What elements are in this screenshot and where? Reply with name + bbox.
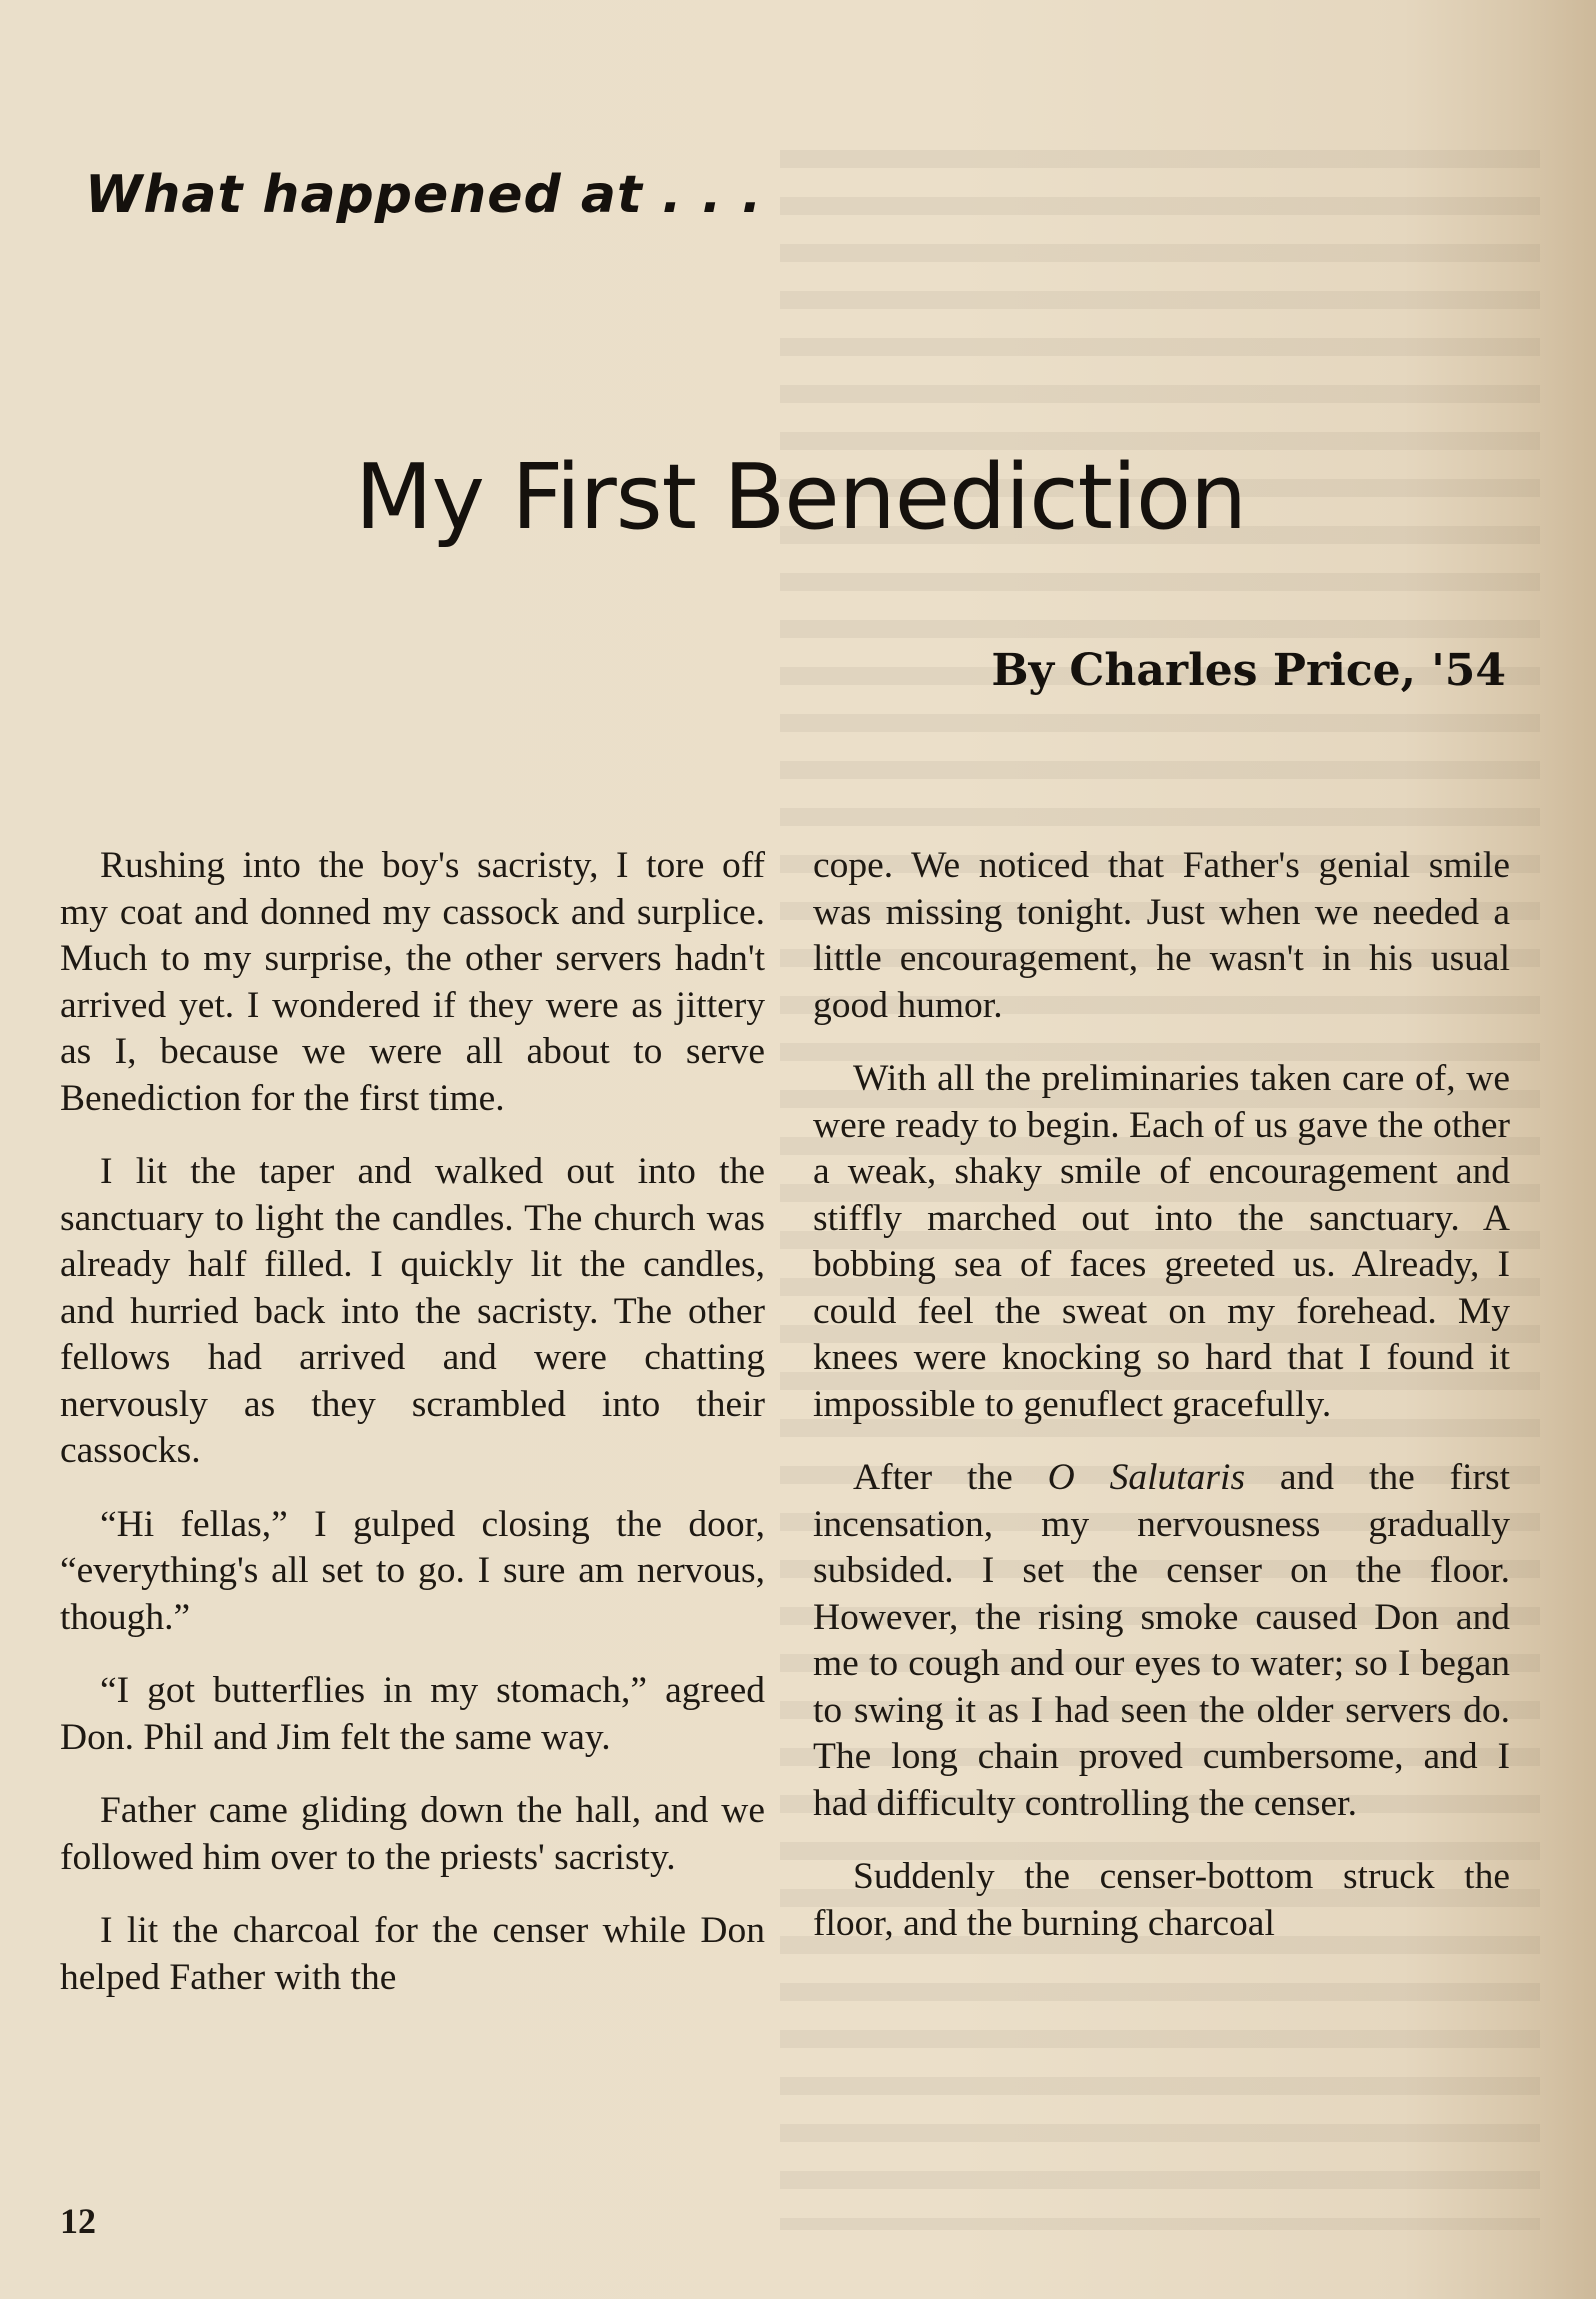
paragraph: I lit the taper and walked out into the sanctuary to light the candles. The church was already half filled. I quickly lit the candles, and hurried back into the sacristy. The other fellows had arrived and were chatting nervously as they scrambled into their cassocks. [60,1151,765,1471]
paragraph: Father came gliding down the hall, and we followed him over to the priests' sacristy. [60,1790,765,1878]
text-run: and the first incensation, my nervousness gradually subsided. I set the censer on the floor. However, the rising smoke caused Don and me to cough and our eyes to water; so I began to swing it as I had seen the older servers do. The long chain proved cumbersome, and I had difficulty controlling the censer. [813,1457,1510,1824]
paragraph: With all the preliminaries taken care of, we were ready to begin. Each of us gave the other a weak, shaky smile of encouragement and stiffly marched out into the sanctuary. A bobbing sea of faces greeted us. Already, I could feel the sweat on my forehead. My knees were knocking so hard that I found it impossible to genuflect gracefully. [813,1058,1510,1425]
right-column [813,843,1510,1947]
paragraph: I lit the charcoal for the censer while Don helped Father with the [60,1910,765,1998]
hymn-title: O Salutaris [1047,1457,1246,1498]
paragraph: Suddenly the censer-bottom struck the floor, and the burning charcoal [813,1856,1510,1944]
page-number: 12 [60,2201,96,2241]
kicker-heading: What happened at . . . [85,165,763,225]
article-title: My First Benediction [355,445,1247,551]
paragraph: “Hi fellas,” I gulped closing the door, “everything's all set to go. I sure am nervous, though.” [60,1503,765,1638]
text-run: After the [853,1457,1048,1498]
left-column [60,843,765,2001]
byline: By Charles Price, '54 [991,645,1506,696]
paragraph-continuation: cope. We noticed that Father's genial smile was missing tonight. Just when we needed a little encouragement, he wasn't in his usual good humor. [813,845,1510,1026]
paragraph: “I got butterflies in my stomach,” agreed Don. Phil and Jim felt the same way. [60,1670,765,1758]
paragraph [813,1455,1510,1827]
paragraph: Rushing into the boy's sacristy, I tore off my coat and donned my cassock and surplice. Much to my surprise, the other servers hadn't arrived yet. I wondered if they were as jittery as I, because we were all about to serve Benediction for the first time. [60,845,765,1119]
